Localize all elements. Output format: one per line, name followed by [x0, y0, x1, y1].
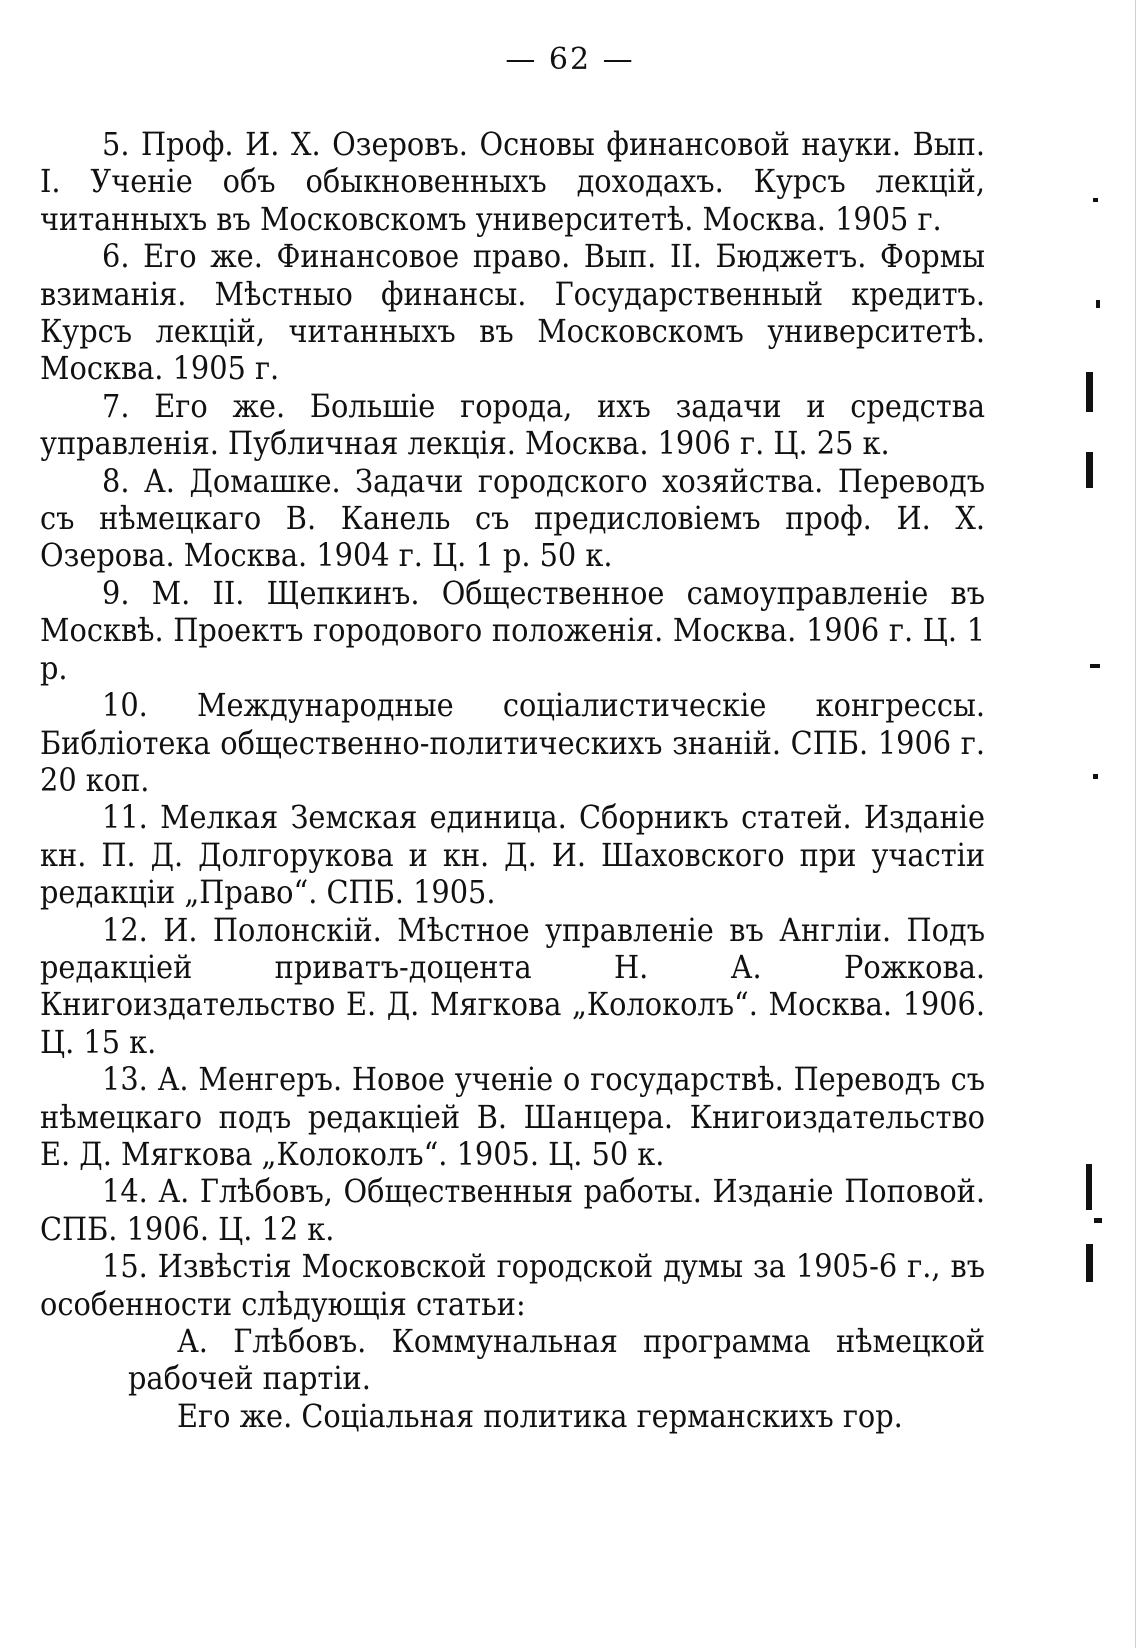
bibliography-sub-entry: А. Глѣбовъ. Коммунальная программа нѣмецкой рабочей партіи.: [128, 1322, 985, 1398]
bibliography-entry: 14. А. Глѣбовъ, Общественныя работы. Изданіе Поповой. СПБ. 1906. Ц. 12 к.: [40, 1172, 985, 1248]
bibliography-entry: 9. М. II. Щепкинъ. Общественное самоуправленіе въ Москвѣ. Проектъ городового положенія. Москва. 1906 г. Ц. 1 р.: [40, 573, 985, 687]
page-number: — 62 —: [505, 42, 635, 77]
bibliography-entry: 8. А. Домашке. Задачи городского хозяйства. Переводъ съ нѣмецкаго В. Канель съ предисловіемъ проф. И. Х. Озерова. Москва. 1904 г. Ц. 1 р. 50 к.: [40, 461, 985, 575]
scan-mark: [1096, 300, 1100, 308]
bibliography-entry: 12. И. Полонскій. Мѣстное управленіе въ Англіи. Подъ редакціей приватъ-доцента Н. А. Рожкова. Книгоиздательство Е. Д. Мягкова „Колоколъ“. Москва. 1906. Ц. 15 к.: [40, 910, 985, 1061]
scan-mark: [1093, 198, 1098, 202]
scan-mark: [1086, 1164, 1092, 1210]
scan-mark: [1093, 774, 1098, 779]
bibliography-list: [40, 126, 985, 1435]
scan-mark: [1094, 1218, 1102, 1223]
scan-mark: [1090, 664, 1100, 668]
page-edge-line: [1135, 0, 1136, 1648]
bibliography-sub-entry: Его же. Соціальная политика германскихъ гор.: [177, 1396, 903, 1435]
bibliography-entry: 15. Извѣстія Московской городской думы за 1905-6 г., въ особенности слѣдующія статьи:: [40, 1247, 985, 1323]
bibliography-entry: 7. Его же. Большіе города, ихъ задачи и средства управленія. Публичная лекція. Москва. 1906 г. Ц. 25 к.: [40, 386, 985, 463]
bibliography-entry: 10. Международные соціалистическіе конгрессы. Библіотека общественно-политическихъ знаній. СПБ. 1906 г. 20 коп.: [40, 686, 985, 799]
bibliography-entry: 5. Проф. И. Х. Озеровъ. Основы финансовой науки. Вып. I. Ученіе объ обыкновенныхъ доходахъ. Курсъ лекцій, читанныхъ въ Московскомъ университетѣ. Москва. 1905 г.: [40, 125, 985, 238]
scan-mark: [1086, 452, 1093, 488]
scan-mark: [1086, 372, 1093, 412]
bibliography-entry: 11. Мелкая Земская единица. Сборникъ статей. Изданіе кн. П. Д. Долгорукова и кн. Д. И. Шаховского при участіи редакціи „Право“. СПБ. 1905.: [40, 798, 985, 912]
bibliography-entry: 6. Его же. Финансовое право. Вып. II. Бюджетъ. Формы взиманія. Мѣстныо финансы. Государственный кредитъ. Курсъ лекцій, читанныхъ въ Московскомъ университетѣ. Москва. 1905 г.: [40, 237, 985, 388]
scan-mark: [1086, 1244, 1093, 1282]
scan-margin-artifacts: [1080, 0, 1140, 1648]
bibliography-entry: 13. А. Менгеръ. Новое ученіе о государствѣ. Переводъ съ нѣмецкаго подъ редакціей В. Шанцера. Книгоиздательство Е. Д. Мягкова „Колоколъ“. 1905. Ц. 50 к.: [40, 1060, 985, 1173]
